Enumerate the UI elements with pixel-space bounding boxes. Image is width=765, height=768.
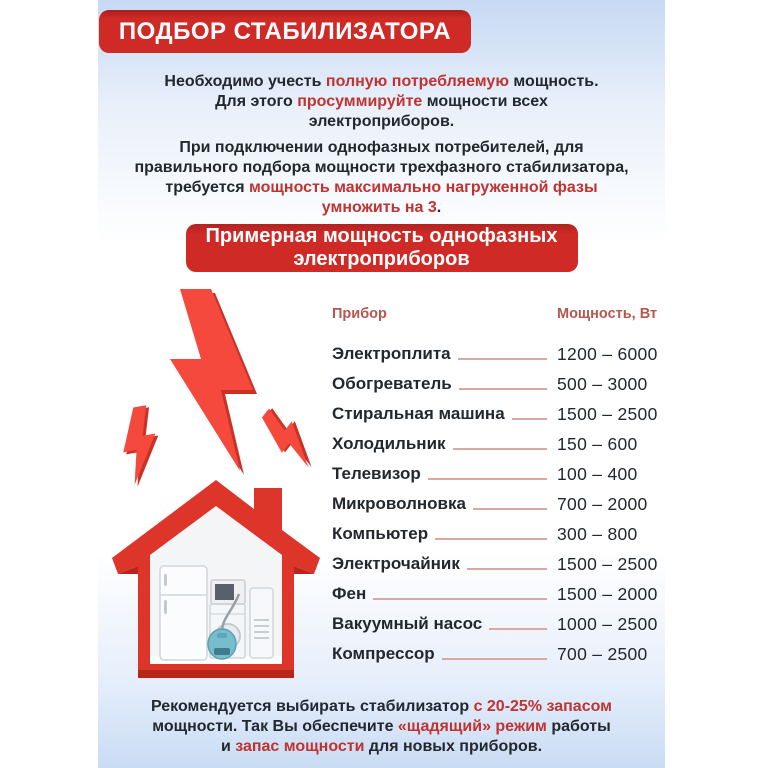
table-row: [332, 574, 662, 604]
leader-line: [428, 478, 547, 480]
text: При подключении однофазных потребителей, для: [179, 139, 584, 156]
table-header: [332, 306, 662, 330]
appliance-power: 1200 – 6000: [557, 344, 658, 364]
appliance-name: Телевизор: [332, 464, 421, 483]
leader-line: [489, 628, 547, 630]
highlighted-text: мощность максимально нагруженной фазы: [249, 179, 598, 196]
lightning-bolt-large-icon: [170, 289, 257, 475]
table-row: [332, 514, 662, 544]
appliance-name: Микроволновка: [332, 494, 466, 513]
text: Для этого: [215, 93, 298, 110]
text: Необходимо учесть: [164, 73, 326, 90]
table-row: [332, 424, 662, 454]
text: мощность.: [508, 73, 599, 90]
highlighted-text: с 20-25% запасом: [473, 698, 612, 715]
appliance-name: Электроплита: [332, 344, 451, 363]
appliance-table-body: [332, 334, 662, 664]
heater-illustration: [250, 588, 273, 658]
text: .: [436, 199, 442, 216]
table-row: [332, 334, 662, 364]
text: и: [220, 738, 236, 755]
appliance-power: 1000 – 2500: [557, 614, 658, 634]
leader-line: [442, 658, 547, 660]
appliance-power: 1500 – 2500: [557, 554, 658, 574]
highlighted-text: полную потребляемую: [325, 73, 509, 90]
leader-line: [473, 508, 547, 510]
leader-line: [467, 568, 547, 570]
recommendation-paragraph: [98, 697, 665, 757]
page-title: ПОДБОР СТАБИЛИЗАТОРА: [118, 17, 452, 45]
table-row: [332, 544, 662, 574]
appliance-power: 1500 – 2000: [557, 584, 658, 604]
column-header-appliance: Прибор: [332, 306, 387, 322]
appliance-name: Компрессор: [332, 644, 435, 663]
appliance-power: 1500 – 2500: [557, 404, 658, 424]
text: для новых приборов.: [364, 738, 543, 755]
house-lightning-illustration: [98, 282, 330, 690]
highlighted-text: запас мощности: [235, 738, 365, 755]
text: мощности всех: [422, 93, 548, 110]
lightning-bolt-right-icon: [252, 404, 327, 473]
appliance-name: Компьютер: [332, 524, 429, 543]
text: электроприборов.: [308, 113, 455, 130]
microwave-illustration: [211, 580, 245, 604]
table-row: [332, 394, 662, 424]
table-row: [332, 604, 662, 634]
section-title-line2: электроприборов: [293, 248, 470, 270]
appliance-name: Холодильник: [332, 434, 446, 453]
intro-paragraph: [98, 72, 665, 132]
appliance-power: 150 – 600: [557, 434, 638, 454]
title-banner: [99, 10, 471, 53]
fridge-illustration: [160, 566, 207, 660]
content-column: [98, 0, 665, 768]
appliance-name: Электрочайник: [332, 554, 460, 573]
appliance-name: Вакуумный насос: [332, 614, 483, 633]
leader-line: [459, 388, 547, 390]
appliance-name: Обогреватель: [332, 374, 452, 393]
text: Рекомендуется выбирать стабилизатор: [150, 698, 474, 715]
highlighted-text: просуммируйте: [297, 93, 423, 110]
three-phase-paragraph: [98, 138, 665, 218]
appliance-name: Фен: [332, 584, 367, 603]
appliance-power: 300 – 800: [557, 524, 638, 544]
table-row: [332, 364, 662, 394]
appliance-power: 700 – 2500: [557, 644, 648, 664]
table-row: [332, 484, 662, 514]
appliance-power: 100 – 400: [557, 464, 638, 484]
appliance-name: Стиральная машина: [332, 404, 505, 423]
leader-line: [458, 358, 547, 360]
text: требуется: [165, 179, 250, 196]
appliance-power: 500 – 3000: [557, 374, 648, 394]
lightning-bolt-left-icon: [116, 404, 167, 488]
leader-line: [512, 418, 547, 420]
text: мощности. Так Вы обеспечите: [152, 718, 398, 735]
highlighted-text: умножить на 3: [321, 199, 437, 216]
table-row: [332, 634, 662, 664]
leader-line: [453, 448, 547, 450]
text: работы: [546, 718, 611, 735]
text: правильного подбора мощности трехфазного стабилизатора,: [134, 159, 629, 176]
highlighted-text: «щадящий» режим: [397, 718, 547, 735]
appliance-power: 700 – 2000: [557, 494, 648, 514]
table-row: [332, 454, 662, 484]
leader-line: [373, 598, 547, 600]
section-title-line1: Примерная мощность однофазных: [205, 225, 558, 247]
main-row: [98, 270, 665, 690]
appliance-power-table: [332, 306, 662, 690]
column-header-power: Мощность, Вт: [557, 306, 658, 322]
leader-line: [435, 538, 547, 540]
section-banner: [186, 224, 578, 272]
